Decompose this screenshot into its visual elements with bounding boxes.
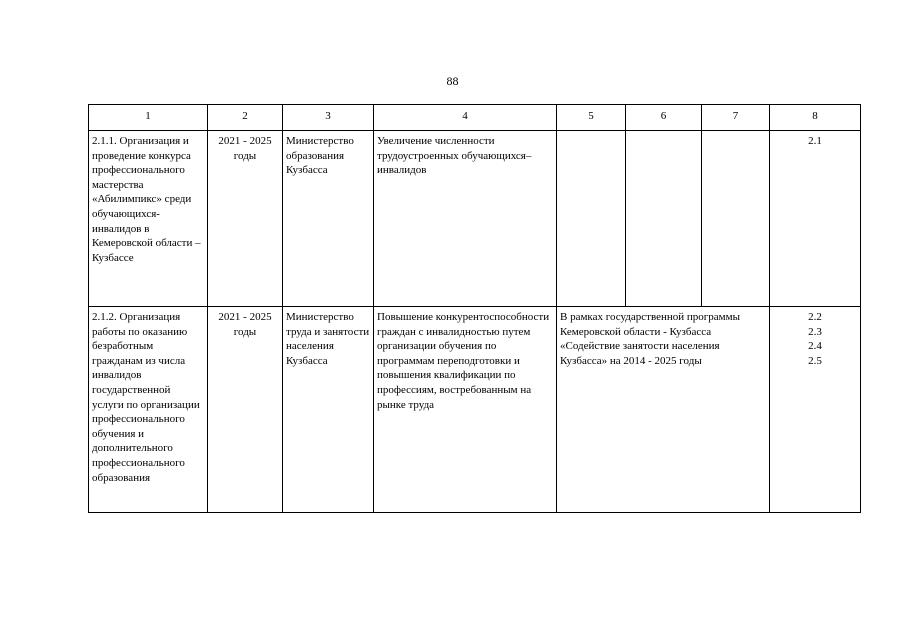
indicators-cell: 2.2 2.3 2.4 2.5	[770, 307, 861, 513]
column-5-cell	[557, 131, 626, 307]
table-row	[89, 131, 861, 307]
period-cell: 2021 - 2025 годы	[208, 307, 283, 513]
program-reference-cell: В рамках государственной программы Кемеровской области - Кузбасса «Содействие занятости населения Кузбасса» на 2014 - 2025 годы	[557, 307, 770, 513]
executor-cell: Министерство труда и занятости населения Кузбасса	[283, 307, 374, 513]
measure-cell: 2.1.1. Организация и проведение конкурса профессионального мастерства «Абилимпикс» среди обучающихся-инвалидов в Кемеровской области – Кузбассе	[89, 131, 208, 307]
table-header-row	[89, 105, 861, 131]
indicators-cell: 2.1	[770, 131, 861, 307]
header-cell-3: 3	[283, 105, 374, 131]
result-cell: Повышение конкурентоспособности граждан с инвалидностью путем организации обучения по программам переподготовки и повышения квалификации по профессиям, востребованным на рынке труда	[374, 307, 557, 513]
period-cell: 2021 - 2025 годы	[208, 131, 283, 307]
header-cell-5: 5	[557, 105, 626, 131]
header-cell-4: 4	[374, 105, 557, 131]
header-cell-8: 8	[770, 105, 861, 131]
column-7-cell	[702, 131, 770, 307]
measure-cell: 2.1.2. Организация работы по оказанию безработным гражданам из числа инвалидов государственной услуги по организации профессионального обучения и дополнительного профессионального образования	[89, 307, 208, 513]
header-cell-6: 6	[626, 105, 702, 131]
table-row	[89, 307, 861, 513]
header-cell-1: 1	[89, 105, 208, 131]
header-cell-2: 2	[208, 105, 283, 131]
measures-table	[88, 104, 861, 513]
page-number: 88	[446, 74, 459, 88]
result-cell: Увеличение численности трудоустроенных обучающихся–инвалидов	[374, 131, 557, 307]
header-cell-7: 7	[702, 105, 770, 131]
executor-cell: Министерство образования Кузбасса	[283, 131, 374, 307]
column-6-cell	[626, 131, 702, 307]
